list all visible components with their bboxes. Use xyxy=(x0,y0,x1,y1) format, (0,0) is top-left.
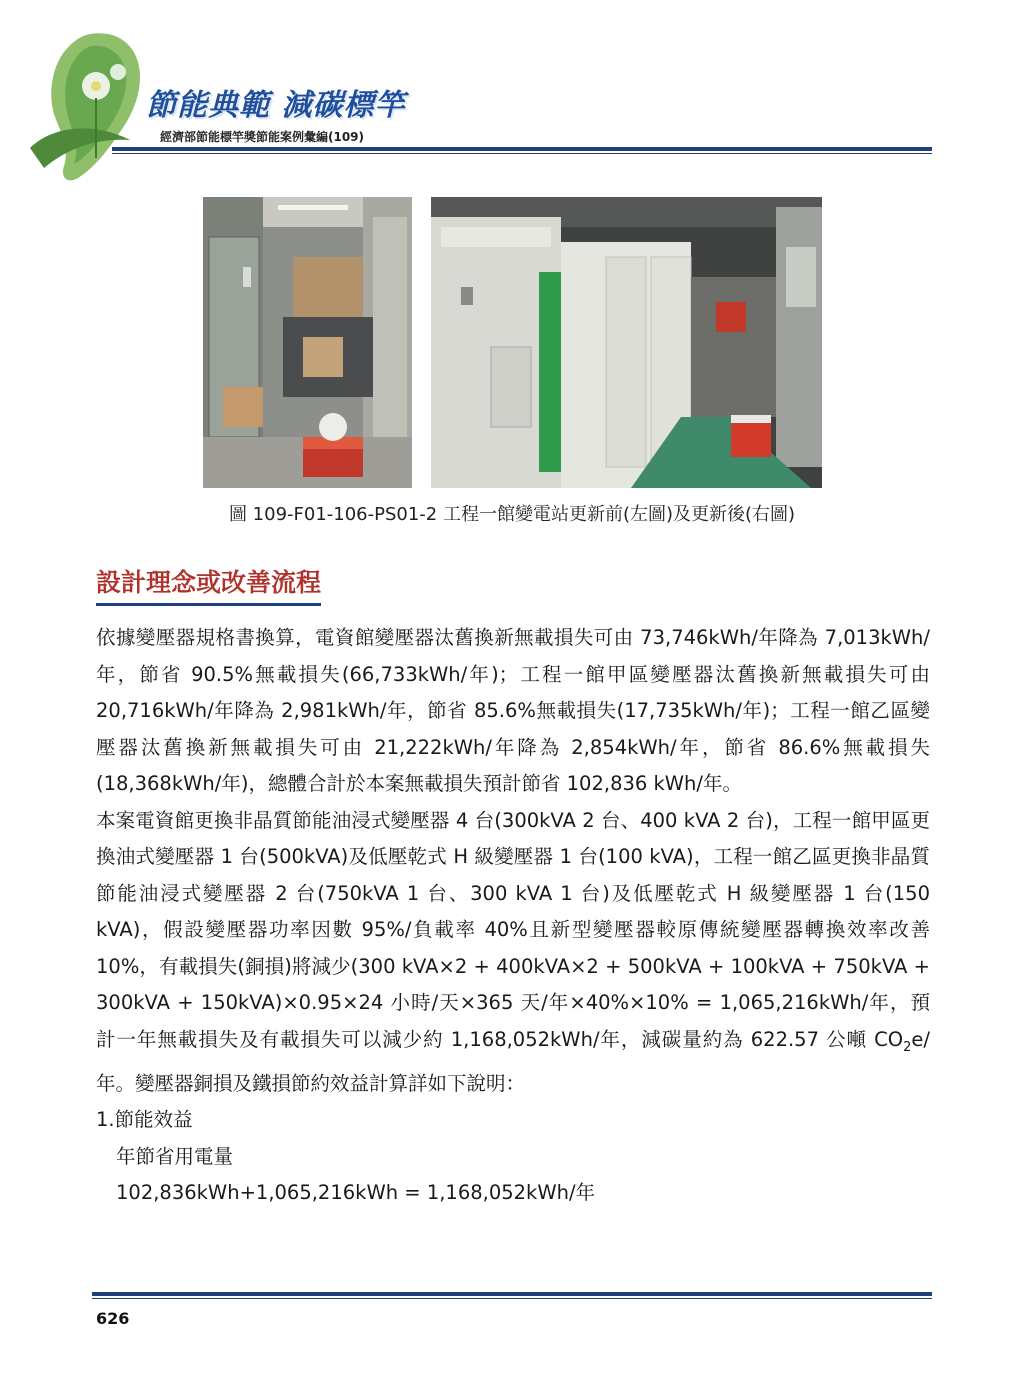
photo-before-renovation xyxy=(203,197,412,488)
co2-subscript: 2 xyxy=(903,1039,912,1055)
annual-saving-label: 年節省用電量 xyxy=(116,1144,234,1168)
paragraph-load-loss xyxy=(96,803,930,1103)
paragraph-load-loss-tail: e/年。變壓器銅損及鐵損節約效益計算詳如下說明： xyxy=(96,1027,930,1095)
photo-after-renovation xyxy=(431,197,822,488)
body-text xyxy=(96,620,930,1212)
paragraph-no-load-loss: 依據變壓器規格書換算，電資館變壓器汰舊換新無載損失可由 73,746kWh/年降為 7,013kWh/年，節省 90.5%無載損失(66,733kWh/年)；工程一館甲區變壓器汰舊換新無載損失可由 20,716kWh/年降為 2,981kWh/年，節省 85.6%無載損失(17,735kWh/年)；工程一館乙區變壓器汰舊換新無載損失可由 21,222kWh/年降為 2,854kWh/年，節省 86.6%無載損失(18,368kWh/年)，總體合計於本案無載損失預計節省 102,836 kWh/年。 xyxy=(96,626,930,795)
annual-saving-formula: 102,836kWh+1,065,216kWh = 1,168,052kWh/年 xyxy=(116,1181,596,1205)
list-item-energy-saving: 1.節能效益 xyxy=(96,1108,193,1132)
header-rule xyxy=(112,147,932,151)
paragraph-load-loss-main: 本案電資館更換非晶質節能油浸式變壓器 4 台(300kVA 2 台、400 kVA 2 台)，工程一館甲區更換油式變壓器 1 台(500kVA)及低壓乾式 H 級變壓器 1 台(100 kVA)，工程一館乙區更換非晶質節能油浸式變壓器 2 台(750kVA 1 台、300 kVA 1 台)及低壓乾式 H 級變壓器 1 台(150 kVA)，假設變壓器功率因數 95%/負載率 40%且新型變壓器較原傳統變壓器轉換效率改善 10%，有載損失(銅損)將減少(300 kVA×2 + 400kVA×2 + 500kVA + 100kVA + 750kVA + 300kVA + 150kVA)×0.95×24 小時/天×365 天/年×40%×10% = 1,065,216kWh/年，預計一年無載損失及有載損失可以減少約 1,168,052kWh/年，減碳量約為 622.57 公噸 CO xyxy=(96,808,930,1051)
footer-rule xyxy=(92,1292,932,1296)
brand-title: 節能典範 減碳標竿 xyxy=(146,88,406,123)
footer-rule-thin xyxy=(92,1298,932,1299)
section-heading: 設計理念或改善流程 xyxy=(96,563,321,606)
page-number: 626 xyxy=(96,1309,130,1328)
brand-subtitle: 經濟部節能標竿獎節能案例彙編(109) xyxy=(160,130,365,144)
header-rule-thin xyxy=(112,153,932,154)
figure-caption: 圖 109-F01-106-PS01-2 工程一館變電站更新前(左圖)及更新後(右圖) xyxy=(228,504,796,525)
